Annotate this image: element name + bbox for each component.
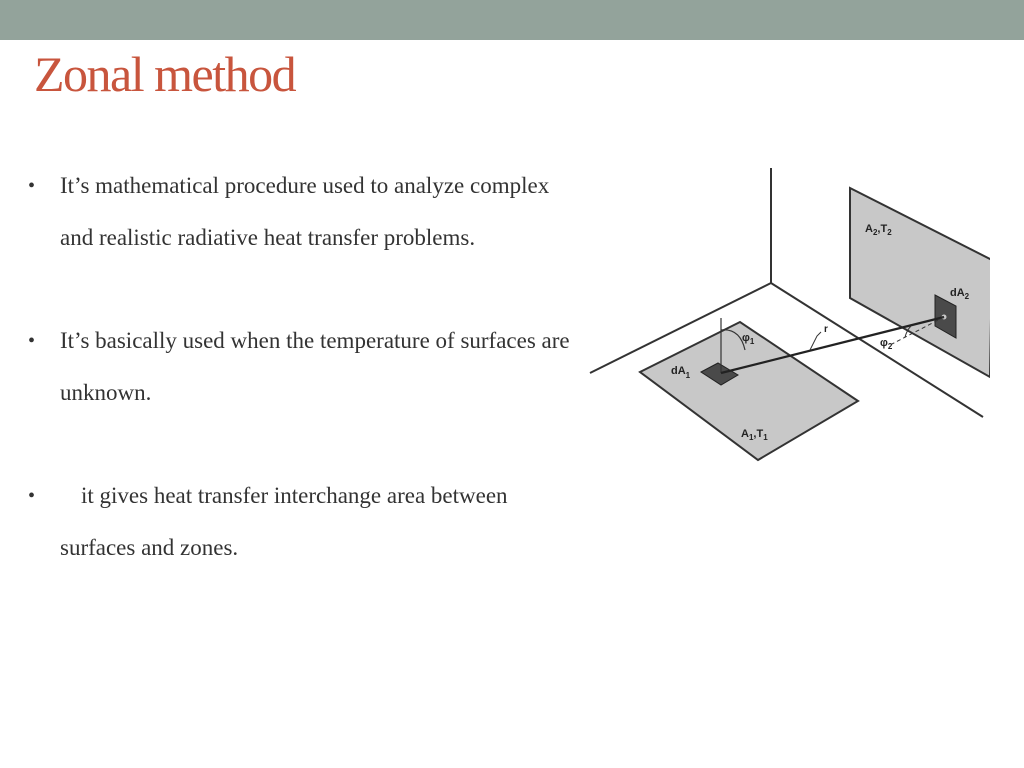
- bullet-list: [28, 160, 588, 574]
- bullet-marker: •: [28, 485, 36, 507]
- label-element-da2: $dA_2$: [950, 287, 970, 301]
- bullet-text: It’s basically used when the temperature of surfaces are unknown.: [60, 328, 570, 405]
- label-angle-phi1: $\varphi_1$: [742, 332, 755, 346]
- radiation-exchange-diagram: [585, 160, 990, 470]
- bullet-item-2: [28, 315, 588, 419]
- slide-title: Zonal method: [34, 46, 296, 102]
- bullet-marker: •: [28, 175, 36, 197]
- surface-a2-plate: [850, 188, 990, 377]
- bullet-text: it gives heat transfer interchange area between surfaces and zones.: [60, 483, 508, 560]
- bullet-item-3: [28, 470, 588, 574]
- header-band: [0, 0, 1024, 40]
- bullet-item-1: [28, 160, 588, 264]
- label-surface-a1: $A_1,T_1$: [741, 428, 768, 442]
- label-element-da1: $dA_1$: [671, 365, 691, 380]
- label-distance-r: r: [824, 324, 828, 335]
- label-angle-phi2: $\varphi_2$: [880, 337, 893, 351]
- bullet-text: It’s mathematical procedure used to analyze complex and realistic radiative heat transfer problems.: [60, 173, 550, 250]
- label-surface-a2: $A_2,T_2$: [865, 223, 892, 237]
- bullet-marker: •: [28, 330, 36, 352]
